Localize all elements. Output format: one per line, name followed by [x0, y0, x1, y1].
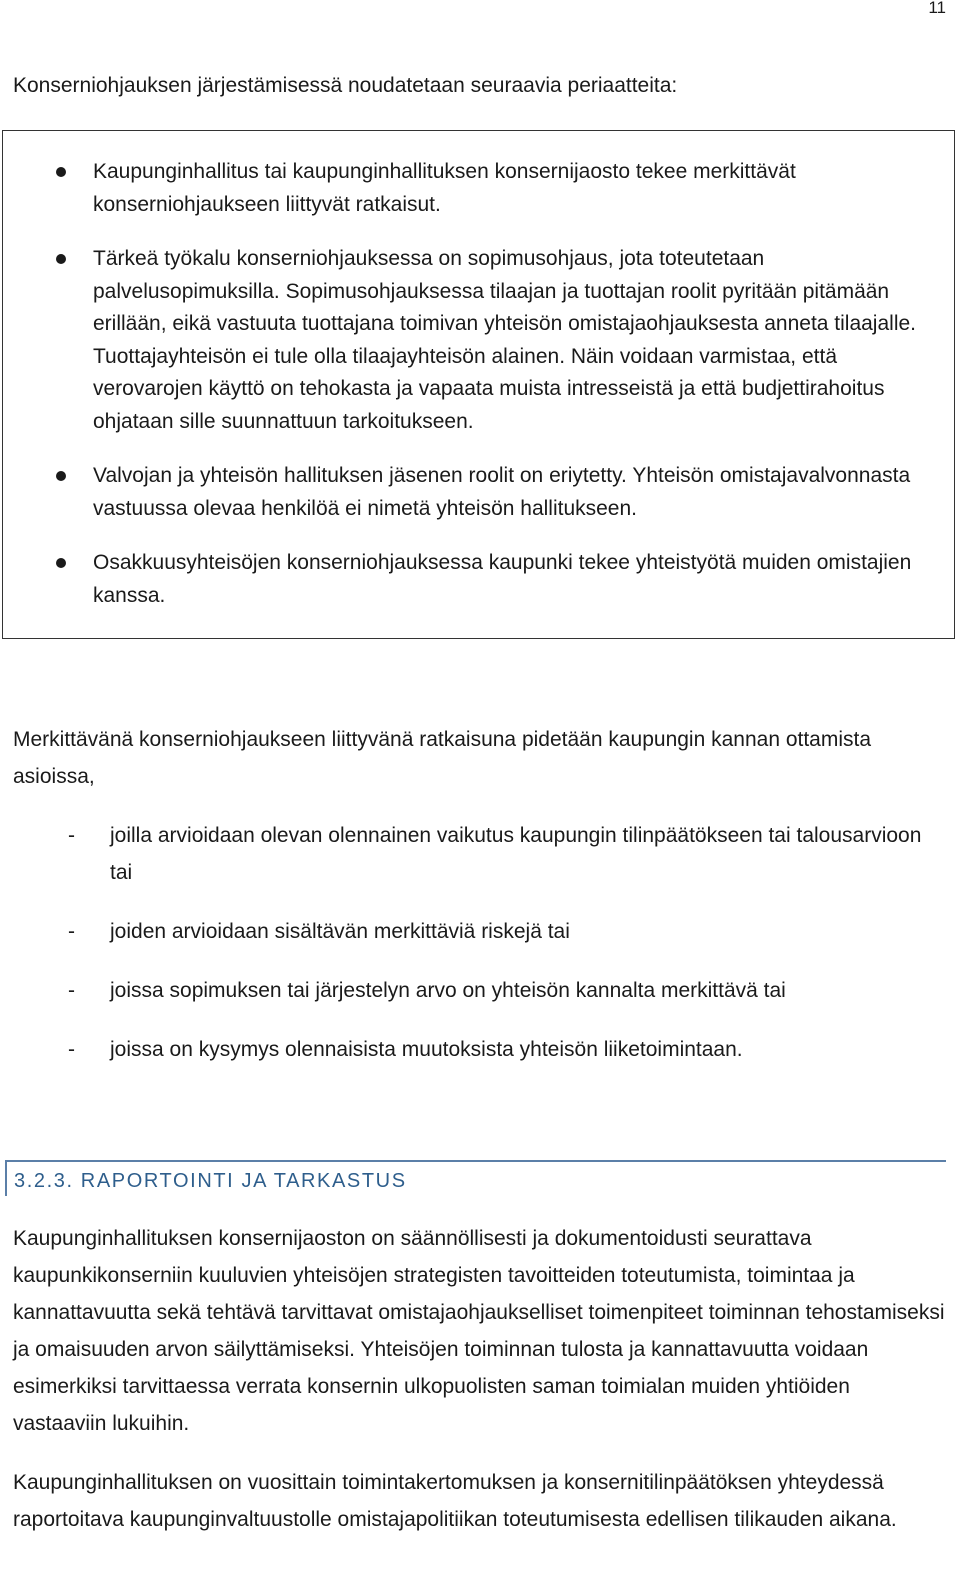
- significant-decision-text: joissa sopimuksen tai järjestelyn arvo on yhteisön kannalta merkittävä tai: [110, 979, 786, 1002]
- bullet-icon: [56, 167, 66, 177]
- page-number: 11: [928, 0, 946, 17]
- significant-decisions-list: [0, 817, 960, 1090]
- principle-item: [3, 547, 954, 612]
- principle-text: Tärkeä työkalu konserniohjauksessa on sopimusohjaus, jota toteutetaan palvelusopimuksilla. Sopimusohjauksessa tilaajan ja tuottajan roolit pyritään pitämään erillään, eikä vastuuta tuottajana toimivan yhteisön omistajaohjauksesta anneta tilaajalle. Tuottajayhteisön ei tule olla tilaajayhteisön alainen. Näin voidaan varmistaa, että verovarojen käyttö on tehokasta ja vapaata muista intresseistä ja että budjettirahoitus ohjataan sille suunnattuun tarkoitukseen.: [93, 247, 916, 433]
- bullet-icon: [56, 254, 66, 264]
- principle-item: [3, 243, 954, 438]
- dash-marker: -: [68, 979, 75, 1002]
- bullet-icon: [56, 471, 66, 481]
- significant-decision-item: [0, 972, 960, 1009]
- principles-box: [2, 130, 955, 639]
- significant-decisions-paragraph: Merkittävänä konserniohjaukseen liittyvänä ratkaisuna pidetään kaupungin kannan ottamista asioissa,: [13, 728, 872, 788]
- reporting-paragraph: Kaupunginhallituksen konsernijaoston on säännöllisesti ja dokumentoidusti seurattava kaupunkikonserniin kuuluvien yhteisöjen strategisten tavoitteiden toteutumista, toimintaa ja kannattavuutta sekä tehtävä tarvittavat omistajaohjaukselliset toimenpiteet toiminnan tehostamiseksi ja omaisuuden arvon säilyttämiseksi. Yhteisöjen toiminnan tulosta ja kannattavuutta voidaan esimerkiksi tarvittaessa verrata konsernin ulkopuolisten saman toimialan muiden yhtiöiden vastaaviin lukuihin.: [13, 1227, 945, 1435]
- principle-text: Valvojan ja yhteisön hallituksen jäsenen roolit on eriytetty. Yhteisön omistajavalvonnasta vastuussa olevaa henkilöä ei nimetä yhteisön hallitukseen.: [93, 464, 911, 520]
- principle-item: [3, 156, 954, 221]
- principle-text: Osakkuusyhteisöjen konserniohjauksessa kaupunki tekee yhteistyötä muiden omistajien kanssa.: [93, 551, 912, 607]
- dash-marker: -: [68, 1038, 75, 1061]
- section-heading: [5, 1160, 946, 1196]
- dash-marker: -: [68, 824, 75, 847]
- significant-decision-item: [0, 817, 960, 891]
- significant-decision-text: joilla arvioidaan olevan olennainen vaikutus kaupungin tilinpäätökseen tai talousarvioon tai: [110, 824, 922, 884]
- significant-decision-item: [0, 913, 960, 950]
- intro-paragraph: Konserniohjauksen järjestämisessä noudatetaan seuraavia periaatteita:: [13, 74, 678, 97]
- significant-decision-text: joiden arvioidaan sisältävän merkittäviä riskejä tai: [110, 920, 570, 943]
- principles-list: [3, 156, 954, 612]
- significant-decision-text: joissa on kysymys olennaisista muutoksista yhteisön liiketoimintaan.: [110, 1038, 743, 1061]
- significant-decision-item: [0, 1031, 960, 1068]
- principle-text: Kaupunginhallitus tai kaupunginhallituksen konsernijaosto tekee merkittävät konserniohjaukseen liittyvät ratkaisut.: [93, 160, 796, 216]
- dash-marker: -: [68, 920, 75, 943]
- reporting-paragraph: Kaupunginhallituksen on vuosittain toimintakertomuksen ja konsernitilinpäätöksen yhteydessä raportoitava kaupunginvaltuustolle omistajapolitiikan toteutumisesta edellisen tilikauden aikana.: [13, 1471, 897, 1531]
- bullet-icon: [56, 558, 66, 568]
- principle-item: [3, 460, 954, 525]
- section-heading-text: 3.2.3. RAPORTOINTI JA TARKASTUS: [14, 1170, 407, 1192]
